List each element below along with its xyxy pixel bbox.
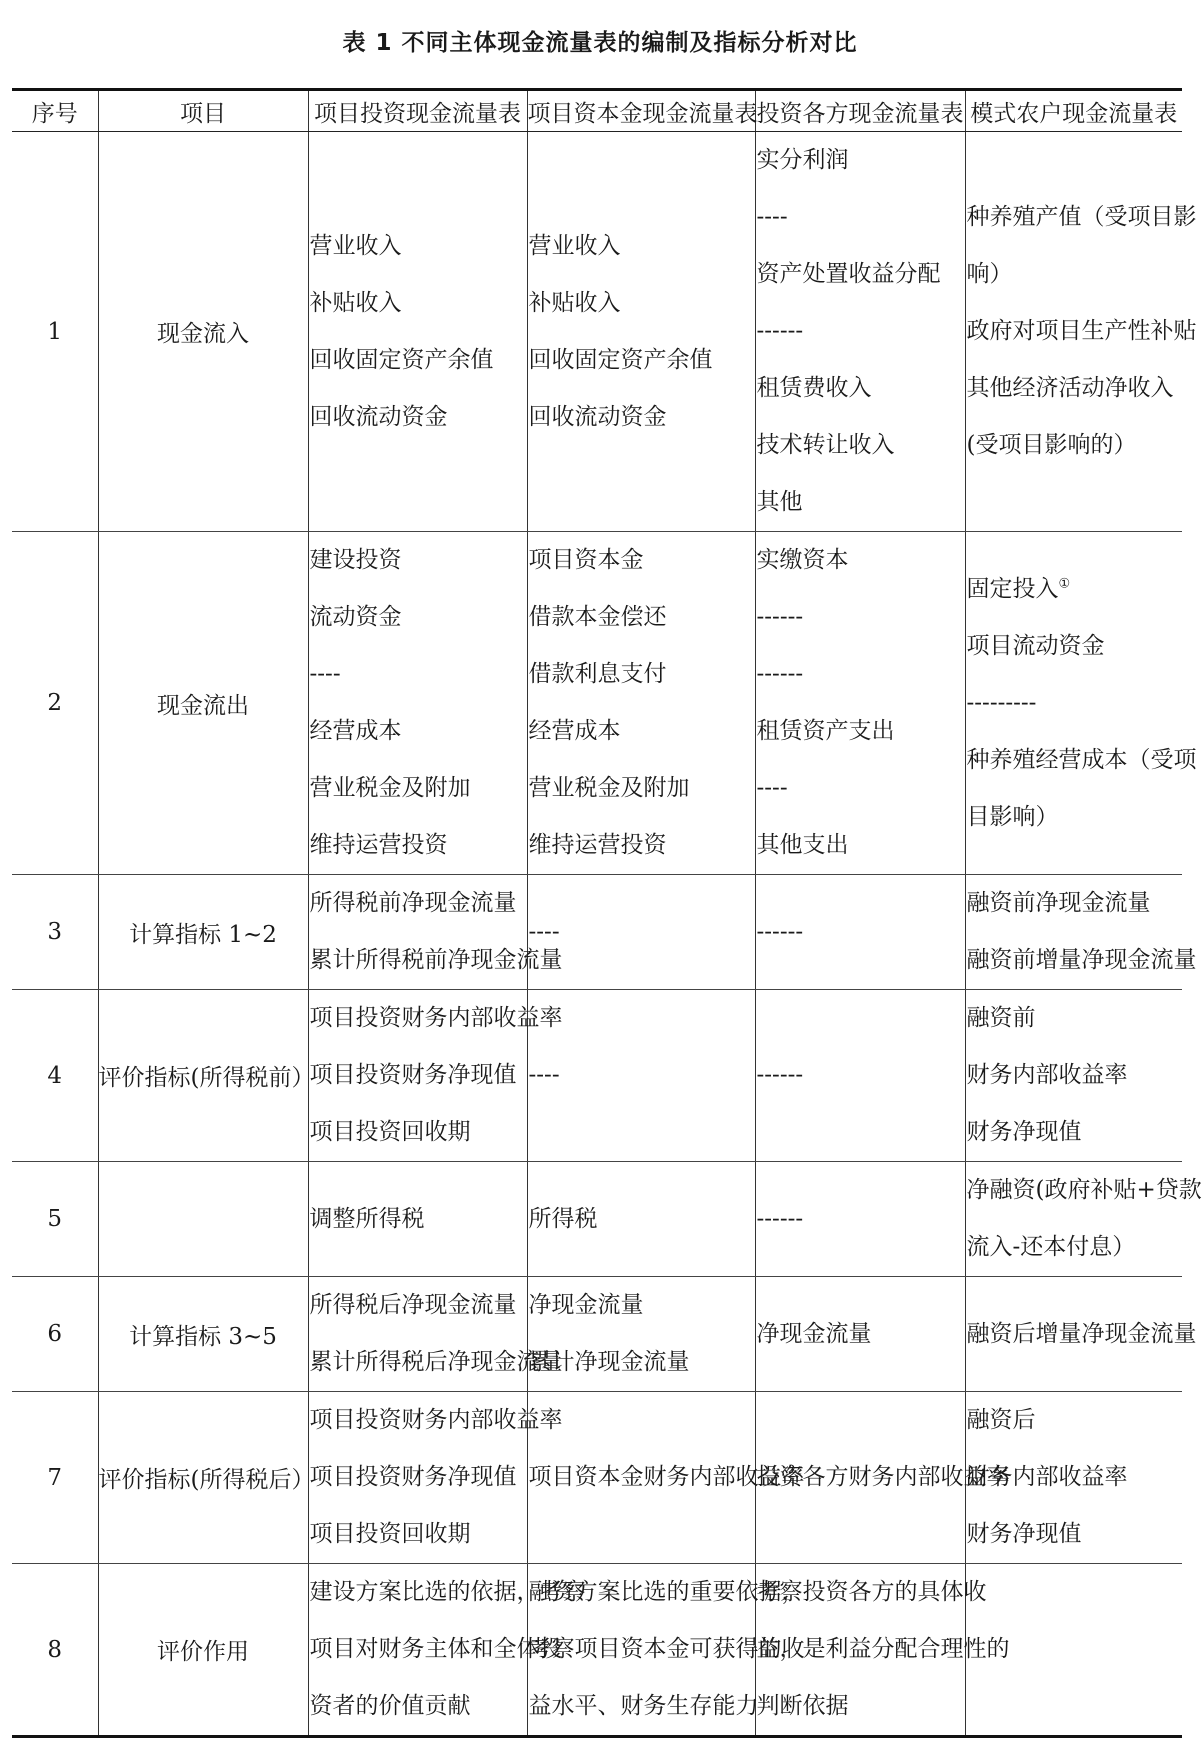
cell-line-text: ---- (756, 204, 788, 230)
cell-line (757, 1678, 965, 1735)
cell-line-text: 种养殖经营成本（受项 (966, 746, 1197, 773)
cell-line-text: 融资后增量净现金流量 (966, 1320, 1197, 1347)
row-item: 现金流出 (98, 532, 308, 875)
cell-line (757, 532, 965, 589)
cell-c5 (965, 1277, 1197, 1392)
cell-line (529, 218, 755, 275)
cell-line (756, 1449, 1010, 1506)
cell-line-text: 所得税前净现金流量 (309, 890, 517, 916)
cell-line (310, 703, 527, 760)
cell-line (529, 646, 755, 703)
cell-c2 (308, 1392, 563, 1564)
cell-line-text: 补贴收入 (309, 289, 402, 316)
row-number: 8 (12, 1564, 98, 1737)
cell-c4 (755, 132, 965, 532)
cell-line (310, 275, 527, 332)
cell-line-text: 项目资本金 (528, 547, 644, 573)
cell-line-text: (受项目影响的） (966, 432, 1137, 458)
cell-line (757, 817, 965, 874)
footnote-marker: ① (1058, 575, 1071, 591)
cell-c5 (965, 1392, 1182, 1564)
cell-line (757, 360, 965, 417)
cell-line-text: 项目资本金财务内部收益率 (528, 1464, 805, 1490)
cell-line-text: 资者的价值贡献 (309, 1693, 471, 1719)
cell-c2 (308, 1162, 527, 1277)
row-number: 3 (12, 875, 98, 990)
cell-line (967, 1449, 1183, 1506)
cell-line (967, 1219, 1183, 1276)
cell-line-text: 累计所得税后净现金流量 (309, 1349, 563, 1375)
table-row (12, 875, 1182, 990)
cell-line-text: 所得税 (528, 1205, 598, 1232)
cell-line (310, 875, 527, 932)
cell-c3 (527, 1162, 755, 1277)
cell-line-text: 累计所得税前净现金流量 (309, 947, 563, 973)
cell-line (310, 389, 527, 446)
cell-line (757, 589, 965, 646)
cell-line (757, 703, 965, 760)
cell-line (309, 1621, 563, 1678)
cell-line (967, 1104, 1183, 1161)
cell-line-text: 财务内部收益率 (966, 1464, 1128, 1490)
cell-line-text: 益，是利益分配合理性的 (756, 1636, 1010, 1662)
row-number: 7 (12, 1392, 98, 1564)
cell-line (528, 1449, 805, 1506)
cell-line-text: 经营成本 (309, 718, 402, 744)
cash-flow-comparison-table (12, 88, 1202, 1738)
cell-c4 (755, 875, 965, 990)
row-number: 1 (12, 132, 98, 532)
row-item (98, 1162, 308, 1277)
cell-line (757, 246, 965, 303)
table-row (12, 1564, 1182, 1737)
cell-line (528, 1621, 805, 1678)
cell-line-text: 实分利润 (756, 147, 849, 173)
cell-line (757, 417, 965, 474)
cell-line-text: 实缴资本 (756, 547, 849, 573)
cell-c2 (308, 1564, 586, 1737)
cell-line (529, 1191, 755, 1248)
cell-line-text: 净融资(政府补贴+贷款 (966, 1177, 1202, 1203)
cell-c3 (527, 532, 755, 875)
cell-line-text: ---- (756, 775, 788, 801)
cell-line (529, 703, 755, 760)
header-row (12, 90, 1182, 132)
row-item: 计算指标 1~2 (98, 875, 308, 990)
cell-line (967, 1392, 1183, 1449)
cell-line (756, 1621, 1010, 1678)
cell-line-text: 资产处置收益分配 (756, 261, 941, 287)
cell-line-text: 借款本金偿还 (528, 604, 667, 630)
cell-line-text: 建设投资 (309, 547, 402, 573)
table-row (12, 132, 1182, 532)
cell-line-text: 项目对财务主体和全体投 (309, 1636, 563, 1662)
cell-line (966, 189, 1197, 246)
cell-line-text: 流入-还本付息） (966, 1234, 1136, 1260)
cell-line (310, 218, 527, 275)
cell-line (310, 817, 527, 874)
cell-line-text: 净现金流量 (528, 1292, 644, 1318)
row-item: 评价作用 (98, 1564, 308, 1737)
cell-line (309, 990, 563, 1047)
cell-line (757, 1306, 965, 1363)
table-row (12, 532, 1182, 875)
cell-c4 (755, 532, 965, 875)
cell-line-text: 项目投资回收期 (309, 1119, 471, 1145)
cell-line-text: 其他经济活动净收入 (966, 375, 1174, 401)
cell-line-text: 建设方案比选的依据，考察 (309, 1579, 586, 1605)
table-row (12, 990, 1182, 1162)
cell-line-text: ------ (756, 918, 804, 945)
row-item: 计算指标 3~5 (98, 1277, 308, 1392)
cell-line (310, 332, 527, 389)
cell-line (967, 875, 1183, 932)
cell-line-text: 财务净现值 (966, 1521, 1082, 1547)
cell-line-text: --------- (966, 689, 1037, 716)
row-number: 6 (12, 1277, 98, 1392)
cell-c2 (308, 132, 527, 532)
cell-line (529, 1334, 755, 1391)
cell-line-text: 借款利息支付 (528, 661, 667, 687)
cell-c5 (965, 532, 1197, 875)
cell-line (310, 589, 527, 646)
cell-line-text: 考察项目资本金可获得的收 (528, 1636, 805, 1662)
cell-line (967, 789, 1183, 846)
header-model-farmer: 模式农户现金流量表 (965, 90, 1182, 132)
cell-line (310, 1506, 527, 1563)
header-seq: 序号 (12, 90, 98, 132)
cell-line-text: ---- (528, 918, 560, 945)
cell-line (966, 732, 1197, 789)
cell-line (528, 1564, 805, 1621)
cell-line (966, 1306, 1197, 1363)
cell-line (529, 389, 755, 446)
cell-c5 (965, 1162, 1202, 1277)
cell-c5 (965, 875, 1197, 990)
cell-line-text: 租赁资产支出 (756, 718, 895, 744)
cell-line-text: 项目投资财务内部收益率 (309, 1005, 563, 1031)
cell-line-text: ---- (528, 1062, 560, 1088)
cell-line-text: 净现金流量 (756, 1320, 872, 1347)
cell-line (310, 1449, 527, 1506)
cell-line (757, 1047, 965, 1104)
cell-line (529, 1277, 755, 1334)
cell-line (309, 1334, 563, 1391)
cell-line-text: 考察投资各方的具体收 (756, 1579, 987, 1605)
row-number: 4 (12, 990, 98, 1162)
cell-line-text: 判断依据 (756, 1693, 849, 1719)
header-project-investment: 项目投资现金流量表 (308, 90, 527, 132)
cell-line-text: 回收流动资金 (528, 403, 667, 430)
cell-line (757, 904, 965, 961)
cell-line-text: 融资前增量净现金流量 (966, 947, 1197, 973)
cell-c3 (527, 132, 755, 532)
cell-line (310, 1191, 527, 1248)
table-title: 表 1 不同主体现金流量表的编制及指标分析对比 (342, 30, 858, 56)
cell-line-text: 目影响） (966, 803, 1059, 830)
cell-line (310, 1277, 527, 1334)
header-project-capital: 项目资本金现金流量表 (527, 90, 755, 132)
cell-line (309, 1392, 563, 1449)
table-row (12, 1392, 1182, 1564)
cell-line-text: 回收固定资产余值 (528, 346, 713, 373)
cell-line-text: 固定投入 (966, 575, 1059, 602)
cell-line-text: 种养殖产值（受项目影 (966, 204, 1197, 230)
cell-line-text: 累计净现金流量 (528, 1349, 690, 1375)
header-item: 项目 (98, 90, 308, 132)
cell-line (310, 1104, 527, 1161)
cell-line (529, 1047, 755, 1104)
cell-line (966, 1162, 1202, 1219)
cell-c5 (965, 132, 1197, 532)
cell-line (529, 817, 755, 874)
cell-line (966, 932, 1197, 989)
cell-line (757, 760, 965, 817)
cell-line-text: 营业收入 (309, 232, 402, 259)
cell-line (310, 532, 527, 589)
cell-line-text: 财务内部收益率 (966, 1062, 1128, 1088)
table-row (12, 1277, 1182, 1392)
cell-line (529, 275, 755, 332)
cell-c4 (755, 1564, 1010, 1737)
cell-line-text: 流动资金 (309, 604, 402, 630)
cell-line (757, 189, 965, 246)
cell-c5 (965, 990, 1182, 1162)
cell-line-text: 融资后 (966, 1407, 1036, 1433)
cell-c2 (308, 875, 563, 990)
cell-line (756, 1564, 987, 1621)
row-number: 5 (12, 1162, 98, 1277)
cell-line-text: 融资前净现金流量 (966, 890, 1151, 916)
cell-line (967, 1047, 1183, 1104)
cell-line (967, 561, 1183, 618)
cell-line (310, 760, 527, 817)
cell-line-text: ------ (756, 604, 804, 630)
cell-line-text: 响） (966, 261, 1013, 287)
cell-line-text: ---- (309, 661, 341, 687)
cell-line (967, 990, 1183, 1047)
cell-line-text: ------ (756, 318, 804, 344)
cell-line (310, 1678, 527, 1735)
cell-line-text: 回收固定资产余值 (309, 346, 494, 373)
cell-line-text: 调整所得税 (309, 1205, 425, 1232)
cell-line-text: 营业税金及附加 (309, 775, 471, 801)
cell-line-text: 项目投资财务净现值 (309, 1062, 517, 1088)
row-item: 评价指标(所得税后） (98, 1392, 308, 1564)
cell-line (757, 646, 965, 703)
cell-line (967, 246, 1183, 303)
cell-line-text: 补贴收入 (528, 289, 621, 316)
row-item: 评价指标(所得税前） (98, 990, 308, 1162)
cell-line (966, 303, 1197, 360)
cell-line-text: 项目投资财务内部收益率 (309, 1407, 563, 1433)
cell-line-text: 营业收入 (528, 232, 621, 259)
cell-line (529, 532, 755, 589)
cell-line (967, 618, 1183, 675)
cell-line-text: 其他支出 (756, 832, 849, 858)
row-number: 2 (12, 532, 98, 875)
cell-c4 (755, 1162, 965, 1277)
row-item: 现金流入 (98, 132, 308, 532)
cell-line (757, 1191, 965, 1248)
cell-line (309, 1564, 586, 1621)
cell-line (967, 360, 1183, 417)
table-row (12, 1162, 1182, 1277)
cell-line (967, 417, 1183, 474)
cell-line (310, 646, 527, 703)
cell-line (310, 1047, 527, 1104)
cell-c4 (755, 990, 965, 1162)
cell-line-text: 经营成本 (528, 718, 621, 744)
cell-c3 (527, 1277, 755, 1392)
cell-line-text: 回收流动资金 (309, 403, 448, 430)
cell-line-text: 所得税后净现金流量 (309, 1292, 517, 1318)
cell-line (757, 474, 965, 531)
cell-c2 (308, 1277, 563, 1392)
cell-line-text: ------ (756, 661, 804, 687)
header-investor-parties: 投资各方现金流量表 (755, 90, 965, 132)
cell-line-text: 益水平、财务生存能力 (528, 1693, 759, 1719)
cell-line (967, 1506, 1183, 1563)
cell-line-text: 融资前 (966, 1005, 1036, 1031)
cell-line (528, 1678, 759, 1735)
cell-line-text: 项目投资回收期 (309, 1521, 471, 1547)
cell-line-text: 租赁费收入 (756, 375, 872, 401)
cell-line-text: 技术转让收入 (756, 432, 895, 458)
cell-c2 (308, 990, 563, 1162)
cell-line (967, 675, 1183, 732)
cell-line (529, 589, 755, 646)
cell-line-text: 融资方案比选的重要依据， (528, 1579, 805, 1605)
cell-line (529, 332, 755, 389)
cell-line-text: 项目流动资金 (966, 632, 1105, 659)
cell-line-text: ------ (756, 1062, 804, 1088)
cell-line-text: 政府对项目生产性补贴 (966, 318, 1197, 344)
cell-c4 (755, 1277, 965, 1392)
cell-c2 (308, 532, 527, 875)
cell-line-text: ------ (756, 1205, 804, 1232)
cell-line-text: 投资各方财务内部收益率 (756, 1464, 1010, 1490)
cell-line (757, 132, 965, 189)
cell-line-text: 其他 (756, 489, 803, 515)
cell-line-text: 维持运营投资 (528, 832, 667, 858)
cell-line-text: 营业税金及附加 (528, 775, 690, 801)
cell-line (529, 760, 755, 817)
cell-line (757, 303, 965, 360)
cell-line-text: 维持运营投资 (309, 832, 448, 858)
cell-line (309, 932, 563, 989)
cell-line-text: 项目投资财务净现值 (309, 1464, 517, 1490)
cell-line-text: 财务净现值 (966, 1119, 1082, 1145)
